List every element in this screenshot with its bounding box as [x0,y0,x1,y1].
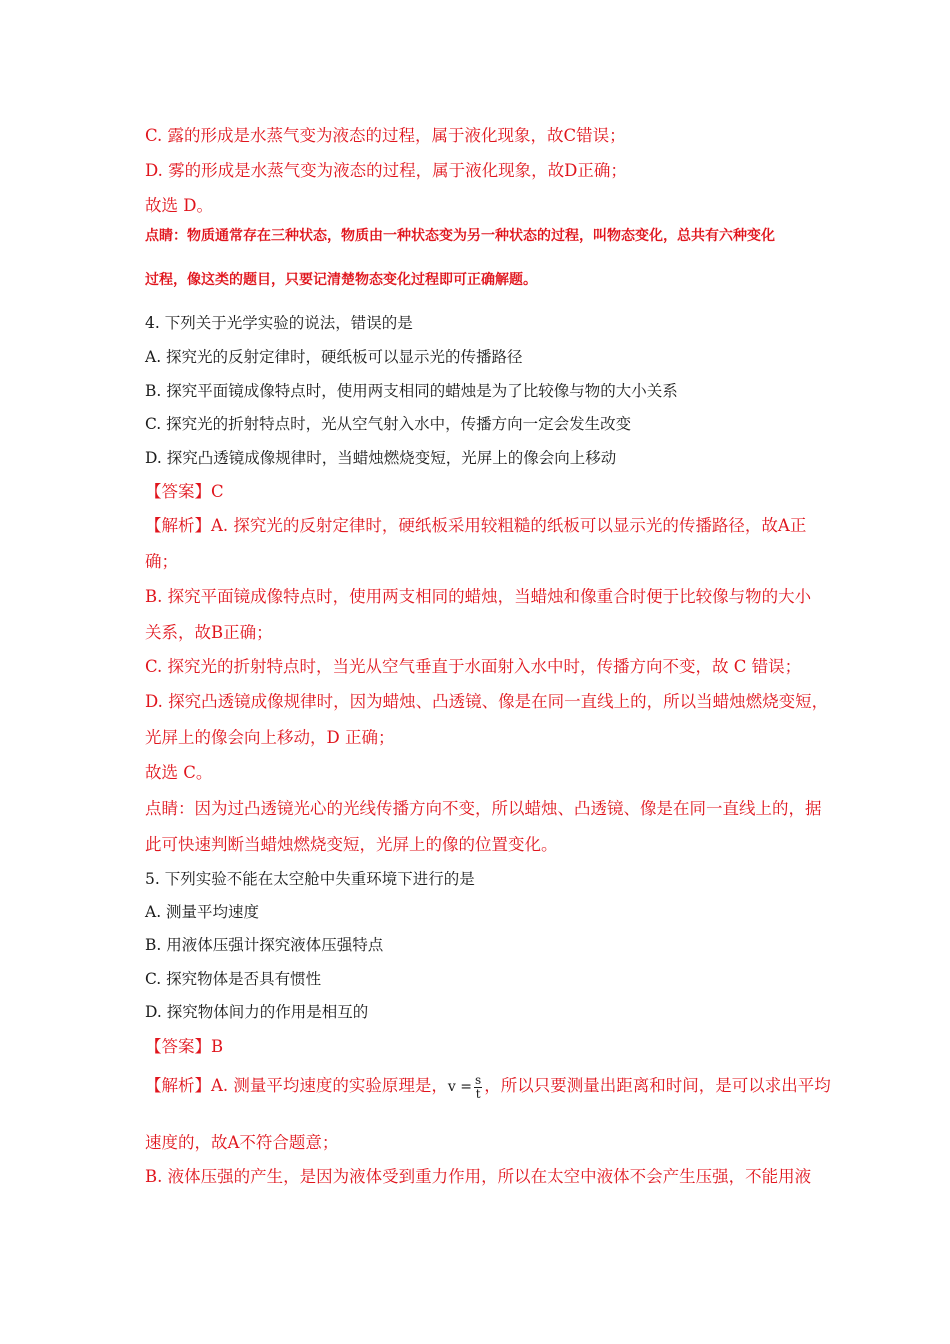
question-5-analysis-a [145,1074,831,1100]
question-4-analysis-b-cont: 关系，故B正确； [145,623,273,642]
question-4-analysis-a-cont: 确； [145,552,178,571]
analysis-a-text-after: ，所以只要测量出距离和时间，是可以求出平均 [484,1076,831,1096]
question-4-option-b: B. 探究平面镜成像特点时，使用两支相同的蜡烛是为了比较像与物的大小关系 [145,382,678,400]
question-5-stem: 5. 下列实验不能在太空舱中失重环境下进行的是 [145,870,475,888]
question-4-analysis-b: B. 探究平面镜成像特点时，使用两支相同的蜡烛，当蜡烛和像重合时便于比较像与物的大小 [145,587,812,606]
formula-velocity [447,1073,484,1101]
question-5-analysis-a-cont: 速度的，故A不符合题意； [145,1133,339,1152]
analysis-line-d-fog: D. 雾的形成是水蒸气变为液态的过程，属于液化现象，故D正确； [145,161,627,180]
question-5-option-d: D. 探究物体间力的作用是相互的 [145,1003,369,1021]
question-5-option-c: C. 探究物体是否具有惯性 [145,970,322,988]
analysis-line-c-dew: C. 露的形成是水蒸气变为液态的过程，属于液化现象，故C错误； [145,126,626,145]
tip-q4-line1: 点睛：因为过凸透镜光心的光线传播方向不变，所以蜡烛、凸透镜、像是在同一直线上的，据 [145,799,822,818]
question-4-analysis-d-cont: 光屏上的像会向上移动，D 正确； [145,728,395,747]
question-5-answer: 【答案】B [145,1037,224,1056]
formula-equals: = [460,1079,473,1096]
question-4-option-c: C. 探究光的折射特点时，光从空气射入水中，传播方向一定会发生改变 [145,415,632,433]
analysis-a-text-before: 【解析】A. 测量平均速度的实验原理是， [145,1076,448,1096]
question-5-option-b: B. 用液体压强计探究液体压强特点 [145,936,384,954]
formula-fraction [474,1074,482,1100]
tip-q3-line2: 过程，像这类的题目，只要记清楚物态变化过程即可正确解题。 [145,272,537,288]
question-4-answer: 【答案】C [145,482,224,501]
question-4-analysis-a: 【解析】A. 探究光的反射定律时，硬纸板采用较粗糙的纸板可以显示光的传播路径，故A正 [145,516,807,535]
question-4-option-a: A. 探究光的反射定律时，硬纸板可以显示光的传播路径 [145,348,523,366]
formula-lhs: v [447,1079,456,1096]
question-4-stem: 4. 下列关于光学实验的说法，错误的是 [145,314,413,332]
question-5-option-a: A. 测量平均速度 [145,903,260,921]
tip-q4-line2: 此可快速判断当蜡烛燃烧变短，光屏上的像的位置变化。 [145,835,558,854]
question-5-analysis-b: B. 液体压强的产生，是因为液体受到重力作用，所以在太空中液体不会产生压强，不能用液 [145,1167,812,1186]
formula-denominator: t [475,1086,481,1101]
formula-numerator: s [475,1073,482,1087]
conclusion-q4: 故选 C。 [145,763,213,782]
conclusion-q3: 故选 D。 [145,196,213,215]
tip-q3-line1: 点睛：物质通常存在三种状态，物质由一种状态变为另一种状态的过程，叫物态变化，总共有六种变化 [145,228,775,244]
question-4-option-d: D. 探究凸透镜成像规律时，当蜡烛燃烧变短，光屏上的像会向上移动 [145,449,617,467]
question-4-analysis-c: C. 探究光的折射特点时，当光从空气垂直于水面射入水中时，传播方向不变，故 C 错误； [145,657,802,676]
question-4-analysis-d: D. 探究凸透镜成像规律时，因为蜡烛、凸透镜、像是在同一直线上的，所以当蜡烛燃烧变短， [145,692,829,711]
